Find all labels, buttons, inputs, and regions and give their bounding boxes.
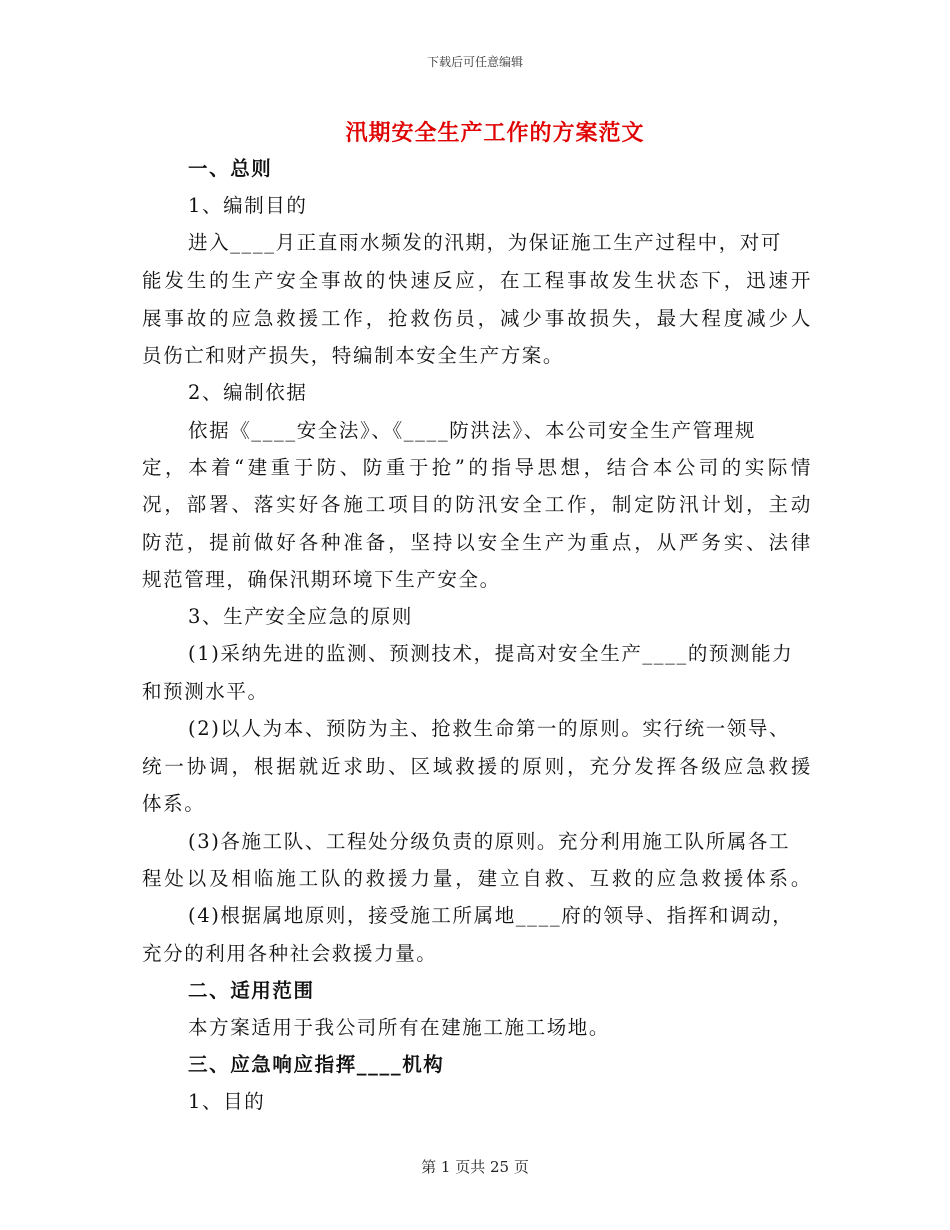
- subheading-principles: 3、生产安全应急的原则: [188, 605, 414, 628]
- list-item-line: 统一协调，根据就近求助、区域救援的原则，充分发挥各级应急救援: [142, 755, 812, 778]
- paragraph-line: 能发生的生产安全事故的快速反应，在工程事故发生状态下，迅速开: [142, 269, 812, 292]
- paragraph-line: 规范管理，确保汛期环境下生产安全。: [142, 568, 501, 591]
- list-item-line: 充分的利用各种社会救援力量。: [142, 942, 438, 965]
- page-header: 下载后可任意编辑: [426, 55, 523, 69]
- subheading-objective: 1、目的: [188, 1090, 266, 1113]
- paragraph-line: 展事故的应急救援工作，抢救伤员，减少事故损失，最大程度减少人: [142, 307, 812, 330]
- list-item-line: (4)根据属地原则，接受施工所属地____府的领导、指挥和调动，: [188, 904, 794, 927]
- list-item-line: 体系。: [142, 792, 206, 815]
- paragraph-line: 防范，提前做好各种准备，坚持以安全生产为重点，从严务实、法律: [142, 531, 812, 554]
- section-heading-general: 一、总则: [188, 157, 273, 180]
- paragraph-line: 定，本着“建重于防、防重于抢”的指导思想，结合本公司的实际情: [142, 456, 812, 479]
- paragraph-line: 进入____月正直雨水频发的汛期，为保证施工生产过程中，对可: [188, 231, 783, 254]
- section-heading-command: 三、应急响应指挥____机构: [188, 1053, 445, 1076]
- page-footer: 第 1 页共 25 页: [421, 1158, 529, 1176]
- list-item-line: 和预测水平。: [142, 680, 269, 703]
- subheading-basis: 2、编制依据: [188, 381, 308, 404]
- paragraph-line: 本方案适用于我公司所有在建施工施工场地。: [188, 1016, 611, 1039]
- list-item-line: (3)各施工队、工程处分级负责的原则。充分利用施工队所属各工: [188, 830, 791, 853]
- subheading-purpose: 1、编制目的: [188, 194, 308, 217]
- paragraph-line: 员伤亡和财产损失，特编制本安全生产方案。: [142, 344, 565, 367]
- list-item-line: 程处以及相临施工队的救援力量，建立自救、互救的应急救援体系。: [142, 867, 812, 890]
- list-item-line: (1)采纳先进的监测、预测技术，提高对安全生产____的预测能力: [188, 642, 794, 665]
- paragraph-line: 依据《____安全法》、《____防洪法》、本公司安全生产管理规: [188, 419, 756, 442]
- list-item-line: (2)以人为本、预防为主、抢救生命第一的原则。实行统一领导、: [188, 717, 791, 740]
- section-heading-scope: 二、适用范围: [188, 979, 315, 1002]
- document-title: 汛期安全生产工作的方案范文: [345, 120, 645, 146]
- paragraph-line: 况，部署、落实好各施工项目的防汛安全工作，制定防汛计划，主动: [142, 493, 812, 516]
